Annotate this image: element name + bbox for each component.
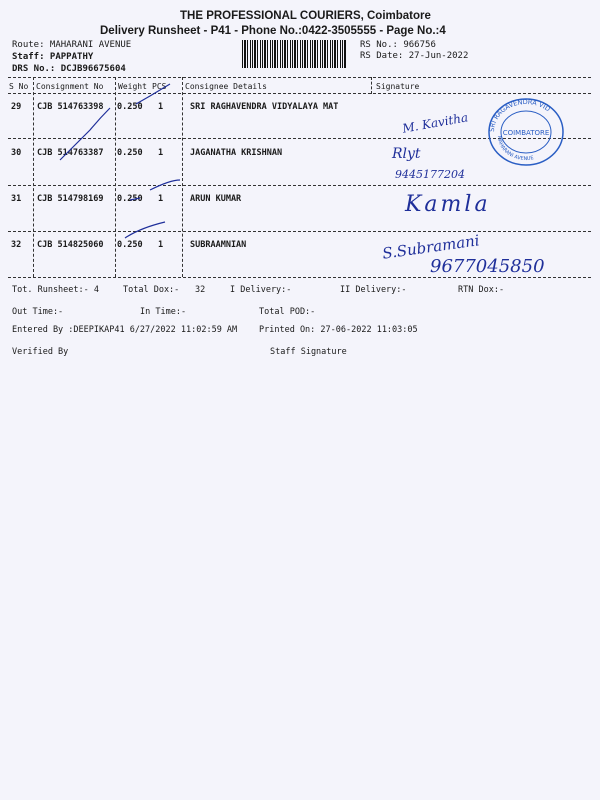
i-delivery: I Delivery:- [230,285,292,295]
row-consignee: ARUN KUMAR [190,194,242,204]
row-pcs: 1 [158,102,164,112]
row-pcs: 1 [158,240,164,250]
row-weight: 0.250 [117,148,143,158]
signature-row-32: S.Subramani [381,231,481,263]
drs-number: DRS No.: DCJB96675604 [12,64,126,74]
verified-by: Verified By [12,347,69,357]
in-time: In Time:- [140,307,187,317]
signature-row-32-phone: 9677045850 [430,256,545,277]
row-consignment: CJB 514763398 [37,102,104,112]
row-consignment: CJB 514763387 [37,148,104,158]
row-consignment: CJB 514825060 [37,240,104,250]
row-pcs: 1 [158,194,164,204]
row-sno: 30 [11,148,22,158]
col-header-pcs: PCS [152,82,167,91]
col-header-consignee: Consignee Details [185,82,267,91]
total-dox-label: Total Dox:- [123,285,180,295]
stamp-center-text: COIMBATORE [502,129,550,137]
signature-row-30-phone: 9445177204 [395,168,465,181]
svg-text:SRI RAGAVENDRA VID [488,98,552,132]
signature-row-31: Kamla [405,192,491,217]
rs-number: RS No.: 966756 [360,40,436,50]
row-weight: 0.250 [117,194,143,204]
row-weight: 0.250 [117,240,143,250]
runsheet-title: Delivery Runsheet - P41 - Phone No.:0422-3505555 - Page No.:4 [100,25,446,37]
row-weight: 0.250 [117,102,143,112]
row-sno: 32 [11,240,22,250]
out-time: Out Time:- [12,307,64,317]
row-consignee: SRI RAGHAVENDRA VIDYALAYA MAT [190,102,339,112]
row-sno: 31 [11,194,22,204]
col-header-consignment: Consignment No [36,82,104,91]
svg-text:MAHARANI AVENUE [496,136,534,162]
rs-date: RS Date: 27-Jun-2022 [360,51,469,61]
signature-row-29: M. Kavitha [401,110,470,136]
stamp-top-text: SRI RAGAVENDRA VID [487,97,552,133]
row-consignee: JAGANATHA KRISHNAN [190,148,283,158]
printed-on: Printed On: 27-06-2022 11:03:05 [259,325,418,335]
total-pod: Total POD:- [259,307,316,317]
row-consignment: CJB 514798169 [37,194,104,204]
route-label: Route: MAHARANI AVENUE [12,40,132,50]
row-sno: 29 [11,102,22,112]
ii-delivery: II Delivery:- [340,285,407,295]
company-title: THE PROFESSIONAL COURIERS, Coimbatore [180,10,431,22]
signature-row-30: Rlyt [392,146,421,162]
stamp-bottom-text: MAHARANI AVENUE [495,135,535,163]
total-runsheet: Tot. Runsheet:- 4 [12,285,99,295]
stamp-seal [486,96,566,168]
col-header-sno: S No [9,82,29,91]
row-consignee: SUBRAAMNIAN [190,240,247,250]
col-header-weight: Weight [118,82,147,91]
entered-by: Entered By :DEEPIKAP41 6/27/2022 11:02:59 AM [12,325,238,335]
row-pcs: 1 [158,148,164,158]
staff-signature: Staff Signature [270,347,347,357]
total-dox-value: 32 [195,285,206,295]
col-header-signature: Signature [376,82,420,91]
staff-label: Staff: PAPPATHY [12,52,94,62]
rtn-dox: RTN Dox:- [458,285,505,295]
